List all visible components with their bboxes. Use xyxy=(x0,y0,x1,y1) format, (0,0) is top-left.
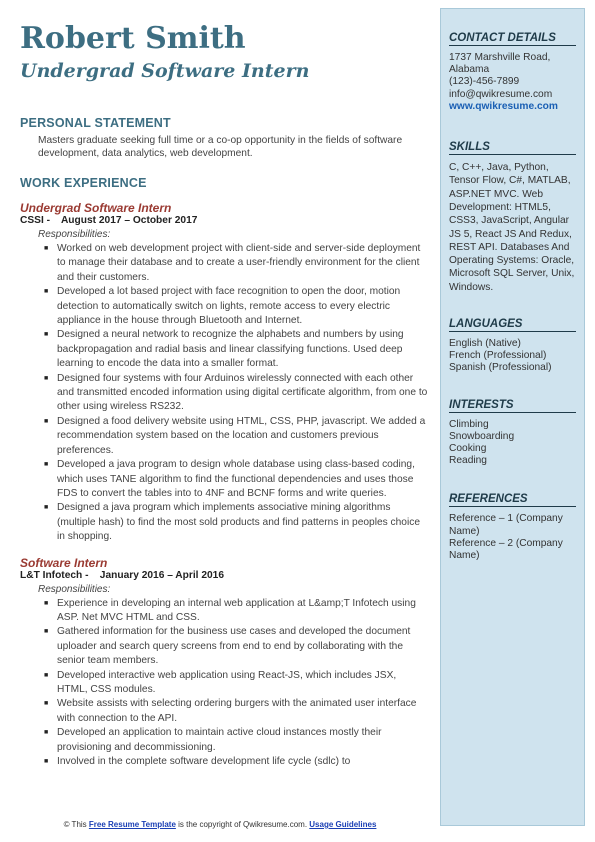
languages-heading: LANGUAGES xyxy=(449,318,576,332)
list-item: ■ Developed interactive web application using React-JS, which includes JSX, HTML, CSS modules. xyxy=(57,669,428,698)
responsibilities-label: Responsibilities: xyxy=(38,583,111,595)
list-item: ■ Gathered information for the business use cases and developed the document uploader and search query screens from end to end by collaborating with the senior team members. xyxy=(57,625,428,668)
list-item: Reference – 1 (Company Name) xyxy=(449,513,563,537)
list-item: Cooking xyxy=(449,443,487,454)
list-item: French (Professional) xyxy=(449,350,547,362)
interests-heading: INTERESTS xyxy=(449,399,576,413)
job-company-dates: CSSI - August 2017 – October 2017 xyxy=(20,215,198,226)
candidate-title: Undergrad Software Intern xyxy=(20,60,310,82)
list-item: ■ Experience in developing an internal web application at L&amp;T Infotech using ASP. Net MVC HTML and CSS. xyxy=(57,597,428,626)
job-title: Software Intern xyxy=(20,555,108,570)
languages-section xyxy=(449,318,576,375)
list-item: ■ Developed a lot based project with face recognition to open the door, motion detection to automatically switch on lights, remote access to every electric appliance in the house through Bluetooth and Internet. xyxy=(57,285,428,328)
list-item: English (Native) xyxy=(449,337,521,349)
website-link[interactable]: www.qwikresume.com xyxy=(449,100,558,112)
references-heading: REFERENCES xyxy=(449,493,576,507)
list-item: ■ Developed an application to maintain active cloud instances mostly their provisioning and decommissioning. xyxy=(57,726,428,755)
usage-guidelines-link[interactable]: Usage Guidelines xyxy=(309,820,377,829)
job-title: Undergrad Software Intern xyxy=(20,201,172,215)
list-item: Reference – 2 (Company Name) xyxy=(449,537,563,562)
list-item: ■ Developed a java program to design whole database using class-based coding, which uses TANE algorithm to find the functional dependencies and uses those FDS to convert the tables into to 4NF and BCNF forms and write queries. xyxy=(57,458,428,501)
contact-heading: CONTACT DETAILS xyxy=(449,32,576,46)
list-item: Climbing xyxy=(449,418,489,430)
responsibilities-list xyxy=(20,242,428,545)
interests-section xyxy=(449,399,576,468)
responsibilities-list xyxy=(20,597,428,770)
list-item: ■ Worked on web development project with client-side and server-side deployment to manage their database and to create a user-friendly environment for the client and their customers. xyxy=(57,242,428,285)
skills-heading: SKILLS xyxy=(449,141,576,155)
list-item: Reading xyxy=(449,455,487,467)
references-section xyxy=(449,493,576,562)
candidate-name: Robert Smith xyxy=(20,21,246,56)
work-experience-section xyxy=(20,176,428,769)
job-entry xyxy=(20,556,428,770)
list-item: ■ Designed a neural network to recognize the alphabets and numbers by using backpropagation and radial basis and linear classifying functions. Used deep learning to encode the data into a smaller format. xyxy=(57,328,428,371)
list-item: Snowboarding xyxy=(449,430,515,442)
list-item: Spanish (Professional) xyxy=(449,362,552,374)
work-experience-heading: WORK EXPERIENCE xyxy=(20,176,147,190)
skills-text: C, C++, Java, Python, Tensor Flow, C#, MATLAB, ASP.NET MVC. Web Development: HTML5, CSS3, JavaScript, Angular JS 5, React JS And Redux, REST API. Databases And Operating Systems: Oracle, Microsoft SQL Server, Unix, Windows. xyxy=(449,162,575,293)
personal-statement-text: Masters graduate seeking full time or a co-op opportunity in the fields of software development, data analytics, web development. xyxy=(38,135,403,159)
email-address: info@qwikresume.com xyxy=(449,88,553,100)
list-item: ■ Designed a java program which implements associative mining algorithms (multiple hash) to find the most sold products and find patterns in peoples choice in shopping. xyxy=(57,501,428,544)
list-item: ■ Designed a food delivery website using HTML, CSS, PHP, javascript. We added a recommendation system based on the location and customers previous preferences. xyxy=(57,415,428,458)
contact-section xyxy=(449,32,576,113)
job-entry xyxy=(20,201,428,545)
personal-statement-section xyxy=(20,116,428,160)
address-line-1: 1737 Marshville Road, xyxy=(449,52,551,63)
list-item: ■ Website assists with selecting ordering burgers with the animated user interface with connection to the API. xyxy=(57,697,428,726)
personal-statement-heading: PERSONAL STATEMENT xyxy=(20,116,171,130)
phone-number: (123)-456-7899 xyxy=(449,76,520,88)
footer-prefix: © This xyxy=(63,820,89,829)
responsibilities-label: Responsibilities: xyxy=(38,229,111,240)
address-line-2: Alabama xyxy=(449,64,490,76)
list-item: ■ Designed four systems with four Arduinos wirelessly connected with each other and transmitted encoded information using digital certificate algorithm, from one to other using wireless RS232. xyxy=(57,372,428,415)
sidebar xyxy=(440,8,585,826)
resume-main xyxy=(20,20,428,769)
footer xyxy=(0,820,440,829)
skills-section xyxy=(449,141,576,294)
footer-copyright-text: is the copyright of Qwikresume.com. xyxy=(175,820,310,829)
job-company-dates: L&T Infotech - January 2016 – April 2016 xyxy=(20,569,225,581)
list-item: ■ Involved in the complete software development life cycle (sdlc) to xyxy=(57,755,428,769)
free-resume-template-link[interactable]: Free Resume Template xyxy=(88,820,176,829)
